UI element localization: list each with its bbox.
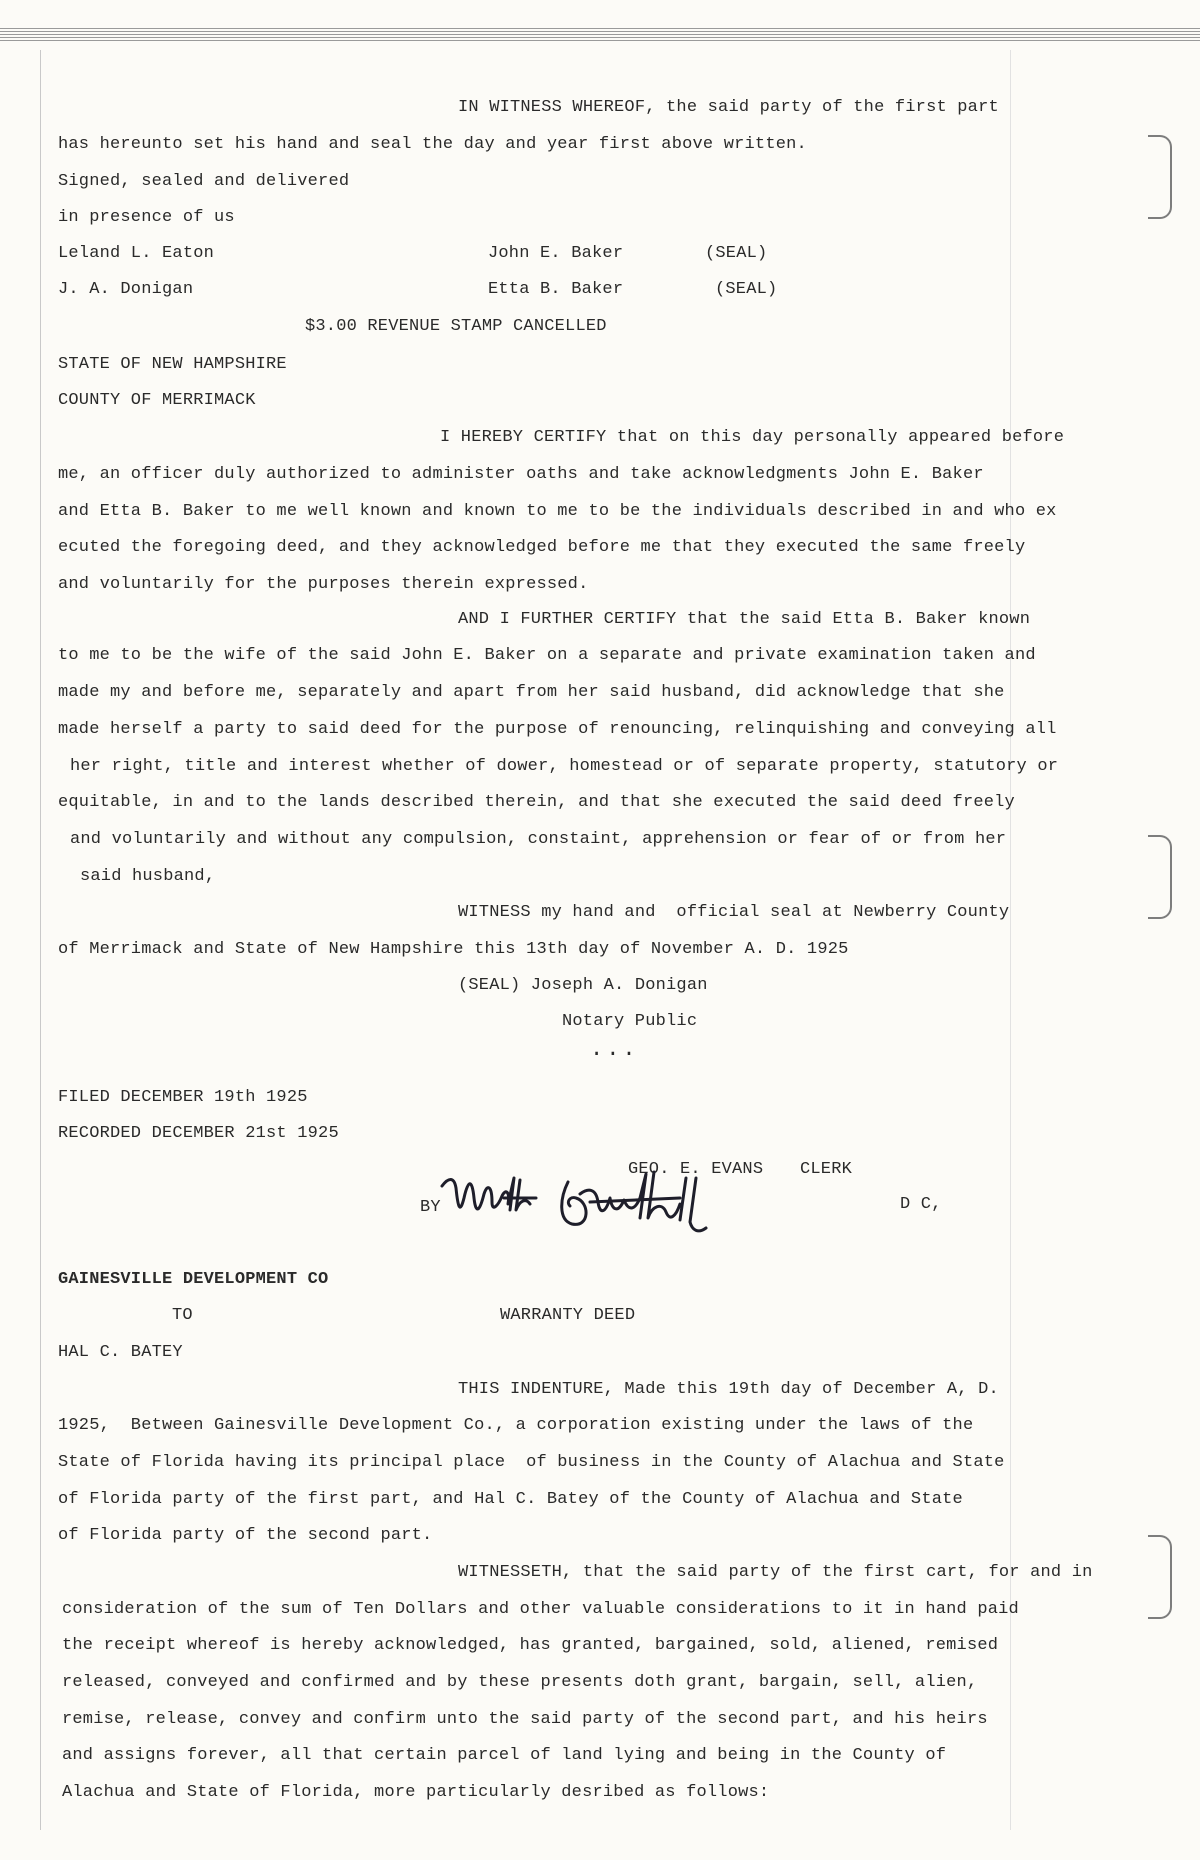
seal-label-2: (SEAL) — [715, 280, 778, 299]
binder-hole — [1148, 1535, 1172, 1619]
grantor-name: GAINESVILLE DEVELOPMENT CO — [58, 1270, 329, 1289]
by-label: BY — [420, 1198, 441, 1217]
ack-line: of Merrimack and State of New Hampshire this 13th day of November A. D. 1925 — [58, 940, 849, 959]
recorded-date: RECORDED DECEMBER 21st 1925 — [58, 1124, 339, 1143]
ack-line: and Etta B. Baker to me well known and known to me to be the individuals described in and who ex — [58, 502, 1057, 521]
deputy-clerk-label: D C, — [900, 1195, 942, 1214]
grantee-name: HAL C. BATEY — [58, 1343, 183, 1362]
binder-hole — [1148, 135, 1172, 219]
witness-name-1: Leland L. Eaton — [58, 244, 215, 263]
top-rule — [0, 28, 1200, 50]
ack-line: made herself a party to said deed for the purpose of renouncing, relinquishing and conveying all — [58, 720, 1057, 739]
ack-line: AND I FURTHER CERTIFY that the said Etta B. Baker known — [458, 610, 1031, 629]
notary-signature-line: (SEAL) Joseph A. Donigan — [458, 976, 708, 995]
deed-line: Alachua and State of Florida, more particularly desribed as follows: — [62, 1783, 770, 1802]
county-heading: COUNTY OF MERRIMACK — [58, 391, 256, 410]
deed-line: released, conveyed and confirmed and by these presents doth grant, bargain, sell, alien, — [62, 1673, 978, 1692]
clerk-title: CLERK — [800, 1160, 853, 1179]
deed-line: THIS INDENTURE, Made this 19th day of December A, D. — [458, 1380, 999, 1399]
filed-date: FILED DECEMBER 19th 1925 — [58, 1088, 308, 1107]
deed-line: WITNESSETH, that the said party of the first cart, for and in — [458, 1563, 1093, 1582]
witness-name-2: J. A. Donigan — [58, 280, 194, 299]
signer-name-2: Etta B. Baker — [488, 280, 624, 299]
signer-name-1: John E. Baker — [488, 244, 624, 263]
ack-line: equitable, in and to the lands described therein, and that she executed the said deed freely — [58, 793, 1015, 812]
seal-label-1: (SEAL) — [705, 244, 768, 263]
ack-line: her right, title and interest whether of dower, homestead or of separate property, statutory or — [70, 757, 1059, 776]
deed-title: WARRANTY DEED — [500, 1306, 636, 1325]
ack-line: I HEREBY CERTIFY that on this day personally appeared before — [440, 428, 1065, 447]
witness-line-1: IN WITNESS WHEREOF, the said party of the first part — [458, 98, 999, 117]
witness-line-3: Signed, sealed and delivered — [58, 172, 350, 191]
deed-line: consideration of the sum of Ten Dollars and other valuable considerations to it in hand paid — [62, 1600, 1019, 1619]
revenue-stamp-note: $3.00 REVENUE STAMP CANCELLED — [305, 317, 607, 336]
to-label: TO — [172, 1306, 193, 1325]
ack-line: and voluntarily and without any compulsion, constaint, apprehension or fear of or from her — [70, 830, 1007, 849]
binder-hole — [1148, 835, 1172, 919]
ack-line: to me to be the wife of the said John E. Baker on a separate and private examination taken and — [58, 646, 1036, 665]
deed-line: the receipt whereof is hereby acknowledged, has granted, bargained, sold, aliened, remised — [62, 1636, 999, 1655]
deed-line: of Florida party of the second part. — [58, 1526, 433, 1545]
left-margin-line — [40, 50, 41, 1830]
ack-line: WITNESS my hand and official seal at Newberry County — [458, 903, 1010, 922]
ack-line: ecuted the foregoing deed, and they acknowledged before me that they executed the same freely — [58, 538, 1026, 557]
state-heading: STATE OF NEW HAMPSHIRE — [58, 355, 287, 374]
deed-line: remise, release, convey and confirm unto the said party of the second part, and his heirs — [62, 1710, 988, 1729]
deed-line: and assigns forever, all that certain parcel of land lying and being in the County of — [62, 1746, 947, 1765]
notary-title: Notary Public — [562, 1012, 698, 1031]
ack-line: me, an officer duly authorized to administer oaths and take acknowledgments John E. Baker — [58, 465, 984, 484]
witness-line-2: has hereunto set his hand and seal the day and year first above written. — [58, 135, 807, 154]
deed-line: 1925, Between Gainesville Development Co., a corporation existing under the laws of the — [58, 1416, 974, 1435]
clerk-name: GEO. E. EVANS — [628, 1160, 764, 1179]
ack-line: and voluntarily for the purposes therein expressed. — [58, 575, 589, 594]
witness-line-4: in presence of us — [58, 208, 235, 227]
ack-line: said husband, — [80, 867, 216, 886]
section-separator: ... — [590, 1037, 639, 1062]
deed-line: State of Florida having its principal place of business in the County of Alachua and State — [58, 1453, 1005, 1472]
ack-line: made my and before me, separately and apart from her said husband, did acknowledge that she — [58, 683, 1005, 702]
deed-line: of Florida party of the first part, and Hal C. Batey of the County of Alachua and State — [58, 1490, 963, 1509]
handwritten-signature — [440, 1158, 770, 1238]
